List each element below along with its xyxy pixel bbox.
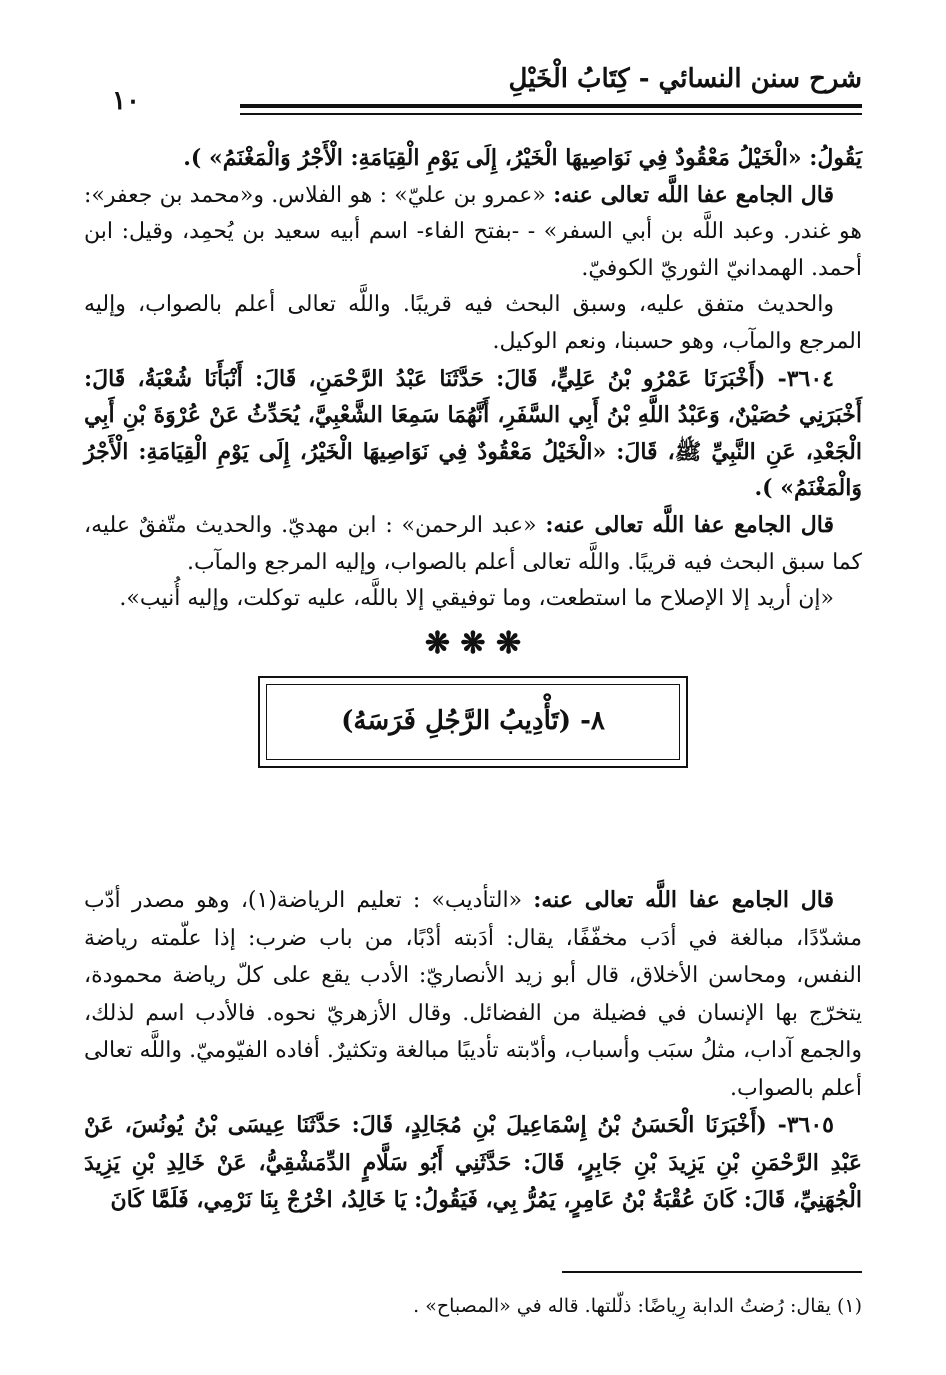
paragraph-lead: قال الجامع عفا اللَّه تعالى عنه:: [553, 181, 834, 208]
page-header: [84, 62, 862, 116]
quote-paragraph: «إن أريد إلا الإصلاح ما استطعت، وما توفيقي إلا باللَّه، عليه توكلت، وإليه أُنيب».: [119, 586, 834, 612]
section-separator: ❋ ❋ ❋: [424, 625, 522, 661]
header-rule-thick: [240, 104, 862, 108]
paragraph: يَقُولُ: «الْخَيْلُ مَعْقُودٌ فِي نَوَاصِيهَا الْخَيْرُ، إِلَى يَوْمِ الْقِيَامَةِ: الْأَجْرُ وَالْمَغْنَمُ» ).: [183, 145, 862, 171]
paragraph: قال الجامع عفا اللَّه تعالى عنه: «التأديب» : تعليم الرياضة(١)، وهو مصدر أدّب مشدّدًا، مبالغة في أدَب مخفّفًا، يقال: أدَبته أدْبًا، من باب ضرب: إذا علّمته رياضة النفس، ومحاسن الأخلاق، قال أبو زيد الأنصاريّ: الأدب يقع على كلّ رياضة محمودة، يتخرّج بها الإنسان في فضيلة من الفضائل. وقال الأزهريّ نحوه. فالأدب اسم لذلك، والجمع آداب، مثلُ سبَب وأسباب، وأدّبته تأديبًا مبالغة وتكثيرٌ. أفاده الفيّوميّ. واللَّه تعالى أعلم بالصواب.: [84, 887, 862, 1101]
paragraph: قال الجامع عفا اللَّه تعالى عنه: «عمرو بن عليّ» : هو الفلاس. و«محمد بن جعفر»: هو غندر. وعبد اللَّه بن أبي السفر» - -بفتح الفاء- اسم أبيه سعيد بن يُحمِد، وقيل: ابن أحمد. الهمدانيّ الثوريّ الكوفيّ.: [84, 181, 862, 281]
hadith-paragraph: ٣٦٠٥- (أَخْبَرَنَا الْحَسَنُ بْنُ إِسْمَاعِيلَ بْنِ مُجَالِدٍ، قَالَ: حَدَّثَنَا عِيسَى بْنُ يُونُسَ، عَنْ عَبْدِ الرَّحْمَنِ بْنِ يَزِيدَ بْنِ جَابِرٍ، قَالَ: حَدَّثَنِي أَبُو سَلَّامٍ الدِّمَشْقِيُّ، عَنْ خَالِدِ بْنِ يَزِيدَ الْجُهَنِيِّ، قَالَ: كَانَ عُقْبَةُ بْنُ عَامِرٍ، يَمُرُّ بِي، فَيَقُولُ: يَا خَالِدُ، اخْرُجْ بِنَا نَرْمِي، فَلَمَّا كَانَ: [84, 1112, 862, 1213]
main-text: [84, 140, 862, 796]
page-number: ١٠: [112, 86, 140, 116]
chapter-title: ٨- (تَأْدِيبُ الرَّجُلِ فَرَسَهُ): [341, 706, 605, 737]
chapter-heading-box: [258, 676, 688, 768]
main-text-2: [84, 882, 862, 1220]
hadith-paragraph: ٣٦٠٤- (أَخْبَرَنَا عَمْرُو بْنُ عَلِيٍّ، قَالَ: حَدَّثَنَا عَبْدُ الرَّحْمَنِ، قَالَ: أَنْبَأَنَا شُعْبَةُ، قَالَ: أَخْبَرَنِي حُصَيْنٌ، وَعَبْدُ اللَّهِ بْنُ أَبِي السَّفَرِ، أَنَّهُمَا سَمِعَا الشَّعْبِيَّ، يُحَدِّثُ عَنْ عُرْوَةَ بْنِ أَبِي الْجَعْدِ، عَنِ النَّبِيِّ ﷺ، قَالَ: «الْخَيْلُ مَعْقُودٌ فِي نَوَاصِيهَا الْخَيْرُ، إِلَى يَوْمِ الْقِيَامَةِ: الْأَجْرُ وَالْمَغْنَمُ» ).: [84, 365, 862, 502]
paragraph: قال الجامع عفا اللَّه تعالى عنه: «عبد الرحمن» : ابن مهديّ. والحديث متّفقٌ عليه، كما سبق البحث فيه قريبًا. واللَّه تعالى أعلم بالصواب، وإليه المرجع والمآب.: [84, 511, 862, 575]
footnote: (١) يقال: رُضتُ الدابة رِياضًا: ذلّلتها. قاله في «المصباح» .: [413, 1295, 862, 1317]
paragraph: والحديث متفق عليه، وسبق البحث فيه قريبًا. واللَّه تعالى أعلم بالصواب، وإليه المرجع والمآب، وهو حسبنا، ونعم الوكيل.: [84, 292, 862, 354]
paragraph-lead: قال الجامع عفا اللَّه تعالى عنه:: [533, 887, 834, 913]
paragraph-lead: قال الجامع عفا اللَّه تعالى عنه:: [545, 511, 834, 538]
footnote-rule: [562, 1271, 862, 1273]
header-rule-thin: [240, 113, 862, 115]
running-title: شرح سنن النسائي - كِتَابُ الْخَيْلِ: [508, 64, 862, 94]
